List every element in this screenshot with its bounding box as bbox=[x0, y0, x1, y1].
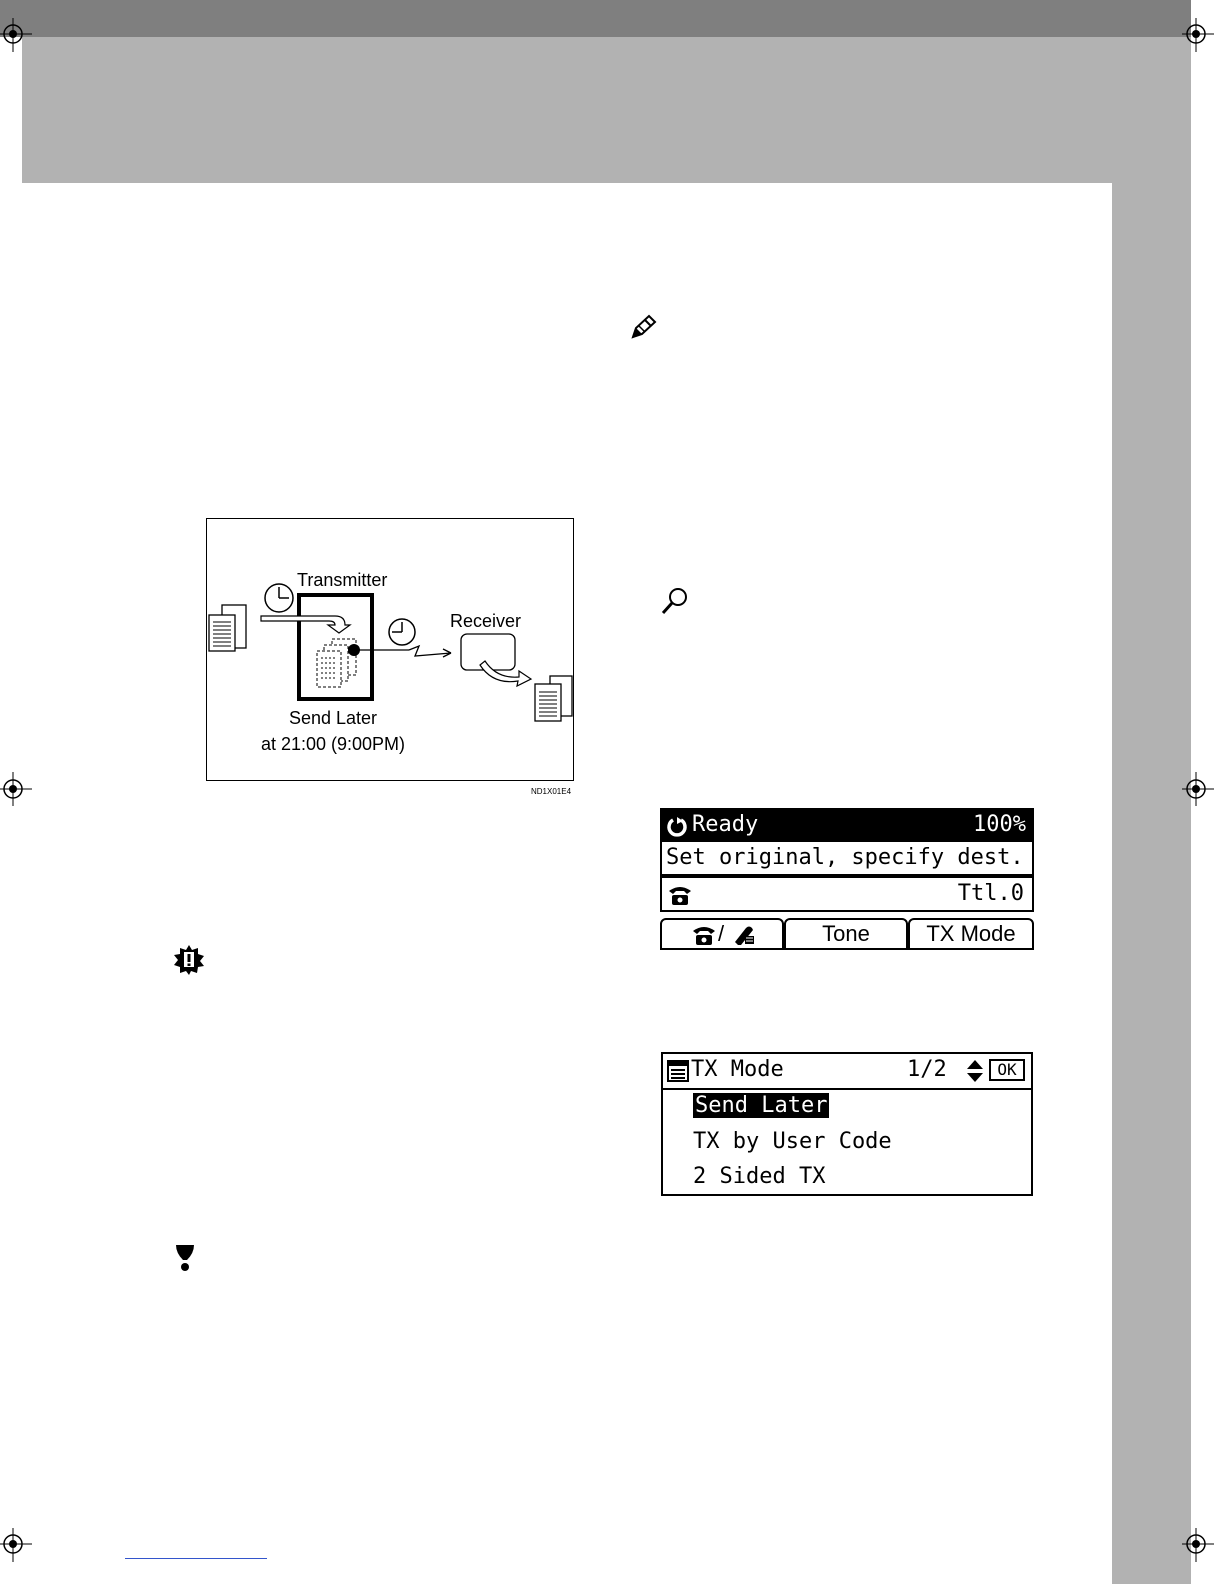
important-icon bbox=[173, 944, 205, 981]
handset-icon bbox=[732, 924, 756, 946]
output-document-icon bbox=[535, 676, 572, 721]
clock-icon bbox=[389, 619, 415, 645]
menu-item-2-sided-tx[interactable]: 2 Sided TX bbox=[693, 1164, 826, 1189]
lcd-softkey-row bbox=[660, 918, 1034, 952]
lcd-txmode-header bbox=[663, 1054, 1031, 1090]
registration-mark-icon bbox=[0, 1528, 34, 1562]
menu-list-icon bbox=[667, 1060, 689, 1086]
softkey-tx-mode[interactable]: TX Mode bbox=[908, 918, 1034, 950]
figure-code: ND1X01E4 bbox=[531, 787, 572, 796]
lcd-total-text: Ttl.0 bbox=[957, 881, 1024, 906]
magnifier-icon bbox=[660, 586, 690, 621]
lcd-standby-screen bbox=[660, 808, 1034, 953]
receiver-label: Receiver bbox=[450, 611, 522, 631]
side-thumb-band bbox=[1112, 183, 1191, 1584]
lcd-zoom-text: 100% bbox=[973, 812, 1026, 837]
menu-item-tx-by-user-code[interactable]: TX by User Code bbox=[693, 1129, 892, 1154]
lcd-message-row bbox=[660, 842, 1034, 876]
header-band bbox=[22, 37, 1191, 183]
softkey-tone[interactable]: Tone bbox=[784, 918, 908, 950]
clock-icon bbox=[265, 584, 293, 612]
lcd-status-bar bbox=[660, 808, 1034, 842]
lcd-destination-row bbox=[660, 876, 1034, 912]
send-later-diagram bbox=[206, 518, 574, 781]
up-down-arrow-icon bbox=[965, 1059, 985, 1087]
pencil-icon bbox=[628, 313, 658, 346]
registration-mark-icon bbox=[1180, 1528, 1214, 1562]
softkey-separator: / bbox=[718, 921, 725, 946]
lcd-message-text: Set original, specify dest. bbox=[666, 845, 1024, 870]
telephone-icon bbox=[668, 884, 692, 910]
diagram-caption-line1: Send Later bbox=[288, 708, 378, 728]
registration-mark-icon bbox=[0, 772, 34, 806]
registration-mark-icon bbox=[1180, 18, 1214, 52]
limitation-icon bbox=[173, 1243, 197, 1278]
ok-key[interactable]: OK bbox=[989, 1059, 1025, 1081]
header-band-dark bbox=[0, 0, 1224, 37]
lcd-txmode-page: 1/2 bbox=[907, 1057, 947, 1082]
transmitter-label: Transmitter bbox=[297, 570, 388, 590]
original-document-icon bbox=[209, 605, 246, 651]
lcd-txmode-title: TX Mode bbox=[691, 1057, 784, 1082]
footer-link-underline[interactable] bbox=[125, 1558, 267, 1559]
lcd-txmode-screen bbox=[661, 1052, 1033, 1196]
menu-item-label: Send Later bbox=[695, 1093, 828, 1118]
diagram-caption-line2: at 21:00 (9:00PM) bbox=[260, 734, 406, 754]
softkey-onhook-manual[interactable] bbox=[660, 918, 784, 950]
lcd-status-text: Ready bbox=[692, 812, 759, 837]
menu-item-send-later[interactable] bbox=[691, 1091, 831, 1121]
registration-mark-icon bbox=[0, 18, 34, 52]
registration-mark-icon bbox=[1180, 772, 1214, 806]
telephone-icon bbox=[692, 924, 716, 946]
